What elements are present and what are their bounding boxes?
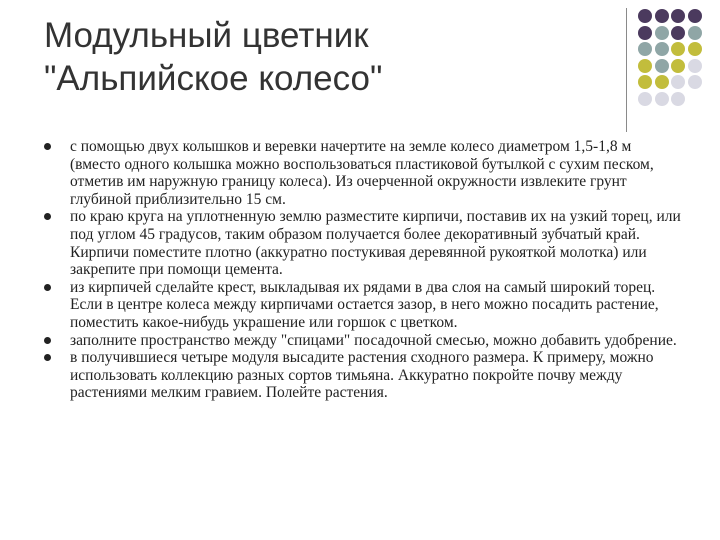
decorative-dot (655, 75, 669, 89)
bullet-text: заполните пространство между "спицами" посадочной смесью, можно добавить удобрение. (70, 331, 677, 349)
bullet-item (44, 138, 684, 208)
slide-title-line-2: "Альпийское колесо" (44, 59, 383, 98)
decorative-dot (671, 9, 685, 23)
decorative-dot (688, 26, 702, 40)
decorative-divider (626, 8, 627, 132)
bullet-dot-icon (44, 284, 51, 291)
bullet-list (44, 138, 684, 402)
decorative-dot (671, 75, 685, 89)
bullet-text: в получившиеся четыре модуля высадите растения сходного размера. К примеру, можно использовать коллекцию разных сортов тимьяна. Аккуратно покройте почву между растениями мелким гравием. Полейте растения. (70, 349, 654, 402)
decorative-dot (655, 26, 669, 40)
decorative-dot (671, 59, 685, 73)
bullet-dot-icon (44, 143, 51, 150)
decorative-dot (688, 59, 702, 73)
bullet-item (44, 332, 684, 350)
slide-title (44, 14, 584, 100)
decorative-dot (688, 42, 702, 56)
decorative-dot (671, 42, 685, 56)
decorative-dot (688, 9, 702, 23)
decorative-dot (638, 9, 652, 23)
decorative-dot (638, 75, 652, 89)
bullet-item (44, 279, 684, 332)
decorative-dot (671, 26, 685, 40)
decorative-dot (638, 26, 652, 40)
bullet-text: из кирпичей сделайте крест, выкладывая их рядами в два слоя на самый широкий торец. Если в центре колеса между кирпичами остается зазор, в него можно посадить растение, поместить какое-нибудь украшение или горшок с цветком. (70, 278, 659, 331)
bullet-item (44, 349, 684, 402)
decorative-dot (638, 59, 652, 73)
bullet-dot-icon (44, 213, 51, 220)
bullet-dot-icon (44, 354, 51, 361)
decorative-dot (655, 59, 669, 73)
decorative-dot (655, 92, 669, 106)
bullet-text: по краю круга на уплотненную землю разместите кирпичи, поставив их на узкий торец, или под углом 45 градусов, таким образом получается более декоративный зубчатый край. Кирпичи поместите плотно (аккуратно постукивая деревянной рукояткой молотка) или закрепите при помощи цемента. (70, 208, 681, 279)
decorative-dot (638, 42, 652, 56)
slide-title-line-1: Модульный цветник (44, 16, 369, 55)
bullet-text: с помощью двух колышков и веревки начертите на земле колесо диаметром 1,5-1,8 м (вместо одного колышка можно воспользоваться пластиковой бутылкой с сухим песком, отметив им наружную границу колеса). Из очерченной окружности извлеките грунт глубиной приблизительно 15 см. (70, 138, 654, 208)
decorative-dot (655, 9, 669, 23)
decorative-dot (688, 75, 702, 89)
bullet-item (44, 208, 684, 278)
bullet-dot-icon (44, 337, 51, 344)
decorative-dot (671, 92, 685, 106)
decorative-dot (638, 92, 652, 106)
decorative-dot (655, 42, 669, 56)
